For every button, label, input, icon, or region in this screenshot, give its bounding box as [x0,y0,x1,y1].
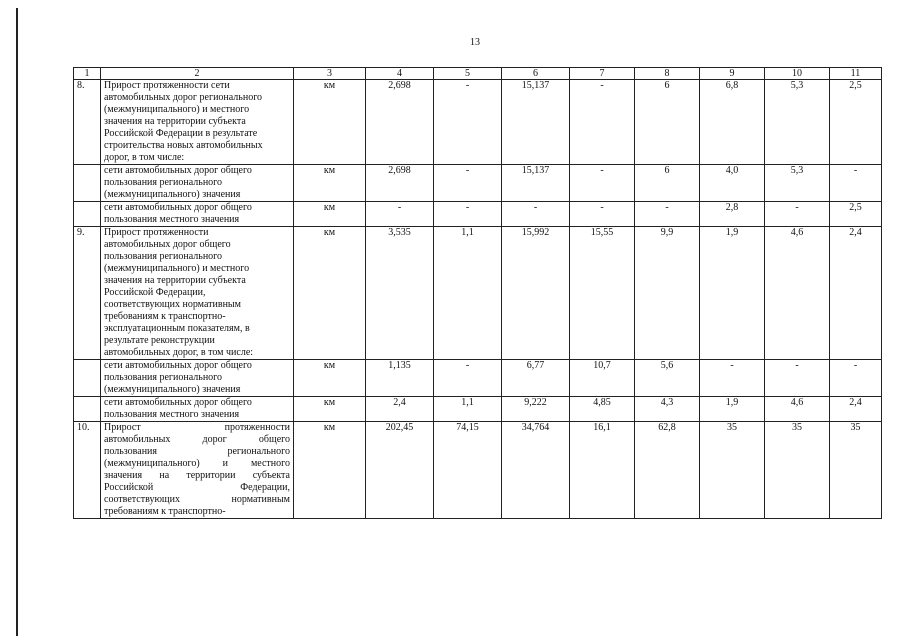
value-cell-col-8: 4,3 [635,397,700,422]
value-cell-col-4: - [366,202,434,227]
value-cell-col-9: 1,9 [700,397,765,422]
value-cell-col-5: - [434,80,502,165]
column-header-2: 2 [101,68,294,80]
value-cell-col-10: - [765,202,830,227]
value-cell-col-5: 1,1 [434,227,502,360]
description-line: сети автомобильных дорог общего [104,360,252,371]
table-row [74,422,882,519]
description-line: требованиям к транспортно- [104,506,226,517]
column-header-7: 7 [570,68,635,80]
description-line: пользования регионального [104,177,223,188]
value-cell-col-4: 3,535 [366,227,434,360]
value-cell-col-8: - [635,202,700,227]
value-cell-col-11: 2,4 [830,227,882,360]
row-number [74,202,101,227]
description-line: пользования регионального [104,251,223,262]
value-cell-col-9: 4,0 [700,165,765,202]
value-cell-col-7: - [570,80,635,165]
value-cell-col-5: - [434,165,502,202]
description-line: сети автомобильных дорог общего [104,165,252,176]
value-cell-col-5: - [434,360,502,397]
table-row [74,360,882,397]
value-cell-col-6: - [502,202,570,227]
value-cell-col-11: 35 [830,422,882,519]
description-line: автомобильных дорог, в том числе: [104,347,254,358]
row-description [101,227,294,360]
row-number: 10. [74,422,101,519]
value-cell-col-4: 2,4 [366,397,434,422]
description-line: автомобильных дорог общего [104,239,231,250]
description-line: пользования регионального [104,446,290,457]
description-line: значения на территории субъекта [104,470,290,481]
description-line: эксплуатационным показателям, в [104,323,250,334]
data-table [73,67,882,519]
table-row [74,165,882,202]
value-cell-col-6: 9,222 [502,397,570,422]
binding-line [16,8,18,636]
description-line: (межмуниципального) значения [104,189,241,200]
value-cell-col-4: 202,45 [366,422,434,519]
row-description [101,165,294,202]
column-header-10: 10 [765,68,830,80]
description-line: пользования местного значения [104,214,240,225]
row-description [101,422,294,519]
value-cell-col-10: 4,6 [765,397,830,422]
unit-cell: км [294,80,366,165]
page-number: 13 [470,37,480,48]
description-line: автомобильных дорог общего [104,434,290,445]
value-cell-col-7: 16,1 [570,422,635,519]
unit-cell: км [294,397,366,422]
header-row [74,68,882,80]
description-line: сети автомобильных дорог общего [104,202,252,213]
description-line: строительства новых автомобильных [104,140,263,151]
value-cell-col-11: 2,5 [830,80,882,165]
description-line: (межмуниципального) и местного [104,104,250,115]
unit-cell: км [294,227,366,360]
description-line: соответствующих нормативным [104,299,241,310]
unit-cell: км [294,202,366,227]
value-cell-col-8: 6 [635,80,700,165]
value-cell-col-10: 5,3 [765,165,830,202]
value-cell-col-8: 9,9 [635,227,700,360]
value-cell-col-9: 2,8 [700,202,765,227]
value-cell-col-10: 35 [765,422,830,519]
value-cell-col-8: 62,8 [635,422,700,519]
column-header-9: 9 [700,68,765,80]
value-cell-col-9: 1,9 [700,227,765,360]
description-line: Прирост протяженности [104,227,209,238]
row-description [101,202,294,227]
description-line: значения на территории субъекта [104,275,246,286]
description-line: Прирост протяженности сети [104,80,230,91]
row-description [101,360,294,397]
column-header-6: 6 [502,68,570,80]
column-header-11: 11 [830,68,882,80]
value-cell-col-11: - [830,165,882,202]
value-cell-col-9: 35 [700,422,765,519]
value-cell-col-7: - [570,165,635,202]
description-line: пользования местного значения [104,409,240,420]
description-line: Российской Федерации в результате [104,128,258,139]
description-line: пользования регионального [104,372,223,383]
table-body [74,80,882,519]
description-line: автомобильных дорог регионального [104,92,263,103]
table-row [74,227,882,360]
column-header-1: 1 [74,68,101,80]
value-cell-col-6: 34,764 [502,422,570,519]
column-header-5: 5 [434,68,502,80]
value-cell-col-8: 5,6 [635,360,700,397]
value-cell-col-7: - [570,202,635,227]
value-cell-col-11: - [830,360,882,397]
value-cell-col-8: 6 [635,165,700,202]
value-cell-col-6: 15,992 [502,227,570,360]
column-header-8: 8 [635,68,700,80]
description-line: (межмуниципального) и местного [104,263,250,274]
value-cell-col-4: 2,698 [366,165,434,202]
column-header-4: 4 [366,68,434,80]
row-number [74,397,101,422]
description-line: требованиям к транспортно- [104,311,226,322]
description-line: Прирост протяженности [104,422,290,433]
table-row [74,202,882,227]
column-header-3: 3 [294,68,366,80]
table-row [74,397,882,422]
row-description [101,80,294,165]
value-cell-col-4: 1,135 [366,360,434,397]
row-number: 9. [74,227,101,360]
value-cell-col-9: 6,8 [700,80,765,165]
value-cell-col-7: 10,7 [570,360,635,397]
description-line: дорог, в том числе: [104,152,185,163]
value-cell-col-6: 6,77 [502,360,570,397]
row-description [101,397,294,422]
value-cell-col-5: - [434,202,502,227]
row-number [74,360,101,397]
row-number: 8. [74,80,101,165]
description-line: Российской Федерации, [104,482,290,493]
description-line: Российской Федерации, [104,287,206,298]
value-cell-col-7: 15,55 [570,227,635,360]
value-cell-col-7: 4,85 [570,397,635,422]
value-cell-col-11: 2,4 [830,397,882,422]
unit-cell: км [294,422,366,519]
value-cell-col-4: 2,698 [366,80,434,165]
description-line: (межмуниципального) значения [104,384,241,395]
table-row [74,80,882,165]
value-cell-col-6: 15,137 [502,80,570,165]
unit-cell: км [294,165,366,202]
value-cell-col-6: 15,137 [502,165,570,202]
description-line: (межмуниципального) и местного [104,458,290,469]
value-cell-col-10: - [765,360,830,397]
value-cell-col-10: 4,6 [765,227,830,360]
description-line: результате реконструкции [104,335,215,346]
value-cell-col-10: 5,3 [765,80,830,165]
value-cell-col-5: 74,15 [434,422,502,519]
value-cell-col-5: 1,1 [434,397,502,422]
value-cell-col-11: 2,5 [830,202,882,227]
description-line: соответствующих нормативным [104,494,290,505]
value-cell-col-9: - [700,360,765,397]
description-line: значения на территории субъекта [104,116,246,127]
row-number [74,165,101,202]
description-line: сети автомобильных дорог общего [104,397,252,408]
unit-cell: км [294,360,366,397]
